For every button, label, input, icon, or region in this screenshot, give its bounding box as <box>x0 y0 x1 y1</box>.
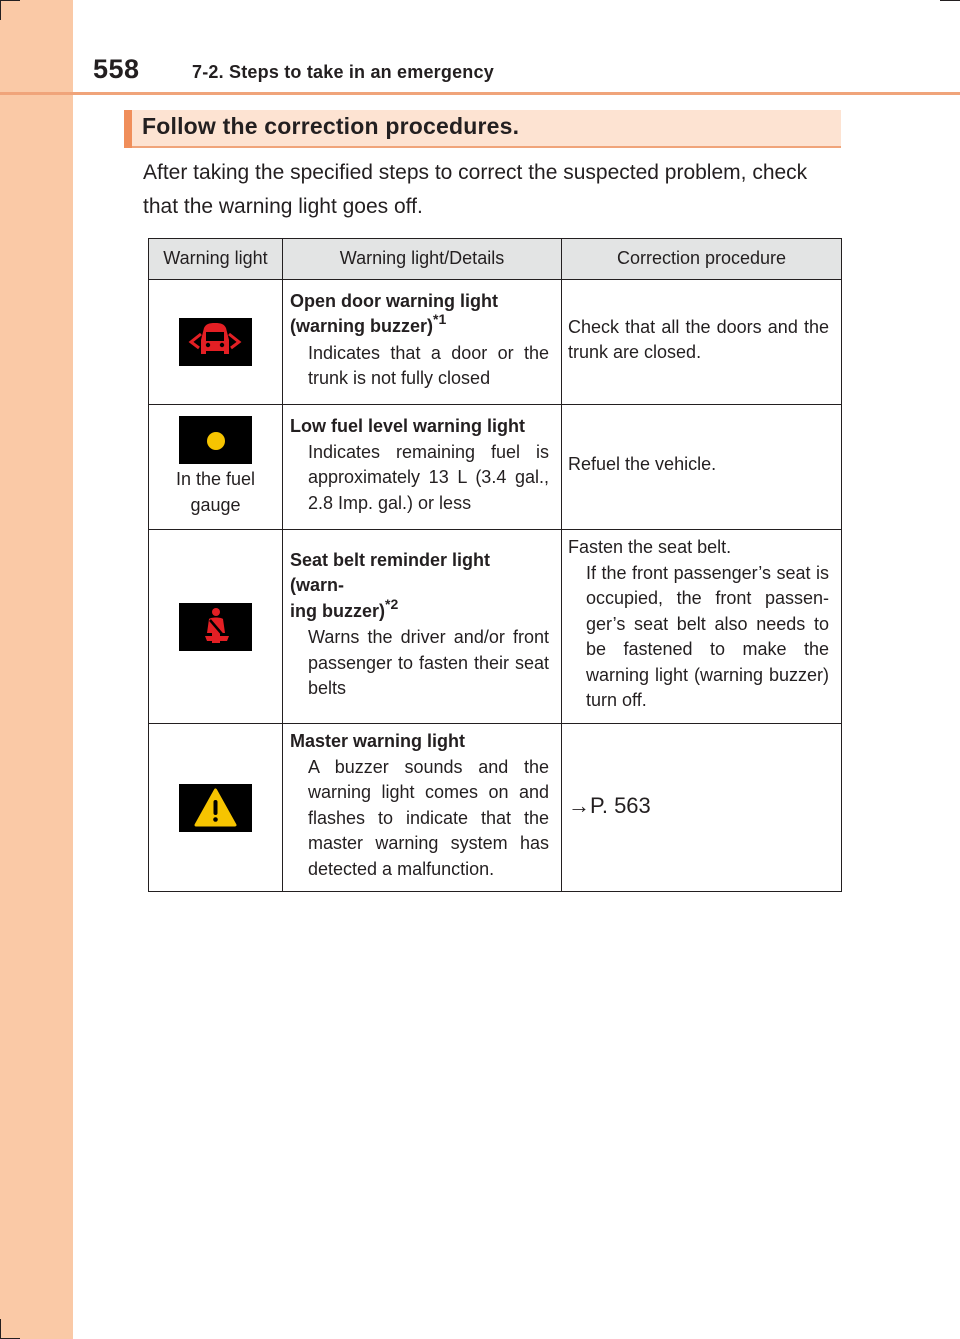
open-door-warning-icon <box>179 318 252 366</box>
details-cell <box>283 724 562 892</box>
details-cell <box>283 280 562 405</box>
warning-name-cont: (warning buzzer) <box>290 316 433 336</box>
details-cell <box>283 405 562 530</box>
warning-name: Open door warning light <box>290 290 498 311</box>
procedure-heading: Follow the correction procedures. <box>142 113 520 139</box>
column-header: Warning light/Details <box>283 239 562 280</box>
arrow-icon: → <box>568 792 590 818</box>
table-row <box>149 280 842 405</box>
table-row <box>149 405 842 530</box>
details-cell <box>283 530 562 724</box>
warning-description: Warns the driver and/or front passenger to fasten their seat belts <box>308 627 549 698</box>
icon-location-note: In the fuel gauge <box>175 469 256 515</box>
low-fuel-warning-icon <box>179 416 252 464</box>
warning-description: Indicates remaining fuel is approximately 13 L (3.4 gal., 2.8 Imp. gal.) or less <box>308 441 549 513</box>
warning-light-cell <box>149 405 283 530</box>
warning-light-table <box>148 238 842 892</box>
correction-detail: If the front passenger’s seat is occupied, the front passen-ger’s seat belt also needs to be fastened to make the warning light (warning buzzer) turn off. <box>586 562 829 711</box>
correction-cell <box>562 280 842 405</box>
warning-name: Seat belt reminder light (warn- <box>290 549 491 595</box>
procedure-heading-box <box>124 110 841 148</box>
column-header: Warning light <box>149 239 283 280</box>
correction-cell <box>562 724 842 892</box>
warning-name: Low fuel level warning light <box>290 416 526 436</box>
crop-mark <box>0 0 1 20</box>
intro-paragraph: After taking the specified steps to correct the suspected problem, check that the warning light goes off. <box>143 161 808 218</box>
footnote-marker: *1 <box>433 311 447 327</box>
footnote-marker: *2 <box>385 595 399 612</box>
heading-accent-bar <box>124 110 132 148</box>
crop-mark <box>0 0 20 1</box>
warning-light-cell <box>149 280 283 405</box>
table-row <box>149 530 842 724</box>
page-reference-text: P. 563 <box>590 792 651 818</box>
side-tab-band <box>0 0 73 1339</box>
page-reference[interactable] <box>568 793 829 819</box>
page-number: 558 <box>93 54 140 84</box>
header-rule <box>0 92 960 95</box>
warning-name: Master warning light <box>290 731 466 751</box>
warning-light-cell <box>149 530 283 724</box>
correction-cell <box>562 530 842 724</box>
table-row <box>149 724 842 892</box>
warning-description: Indicates that a door or the trunk is not fully closed <box>308 342 549 388</box>
column-header: Correction procedure <box>562 239 842 280</box>
section-title: 7-2. Steps to take in an emergency <box>192 62 494 82</box>
warning-name-cont: ing buzzer) <box>290 600 385 621</box>
seat-belt-reminder-icon <box>179 603 252 651</box>
warning-light-cell <box>149 724 283 892</box>
crop-mark <box>940 0 960 1</box>
correction-text: Refuel the vehicle. <box>568 454 717 475</box>
correction-text: Check that all the doors and the trunk are closed. <box>568 316 829 362</box>
master-warning-icon <box>179 784 252 832</box>
table-header-row <box>149 239 842 280</box>
warning-description: A buzzer sounds and the warning light comes on and flashes to indicate that the master warning system has detected a malfunction. <box>308 756 549 879</box>
correction-cell <box>562 405 842 530</box>
crop-mark <box>0 1319 1 1339</box>
correction-text: Fasten the seat belt. <box>568 537 732 558</box>
